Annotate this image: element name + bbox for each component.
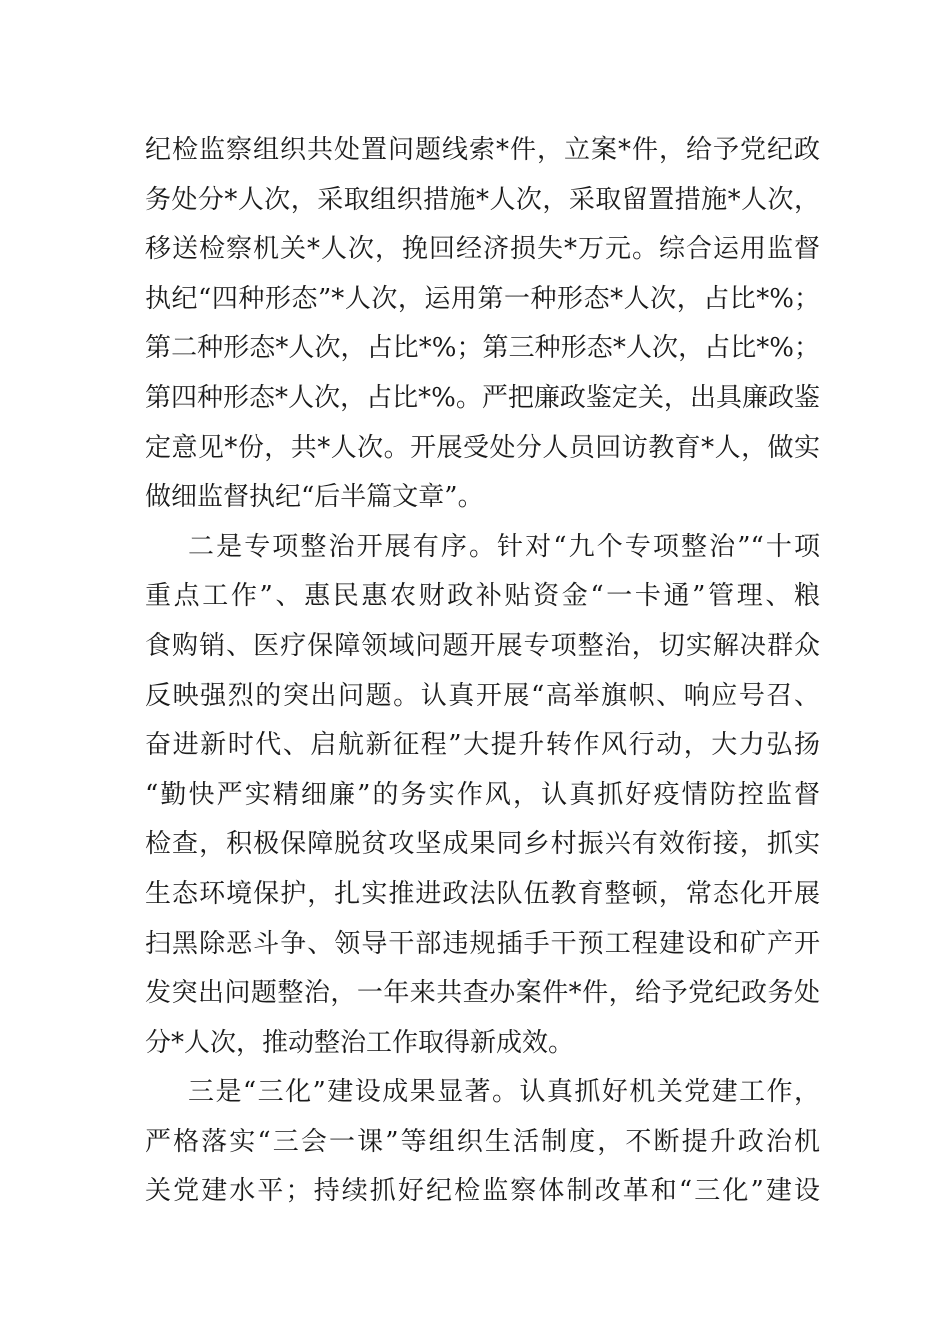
paragraph-line: 移送检察机关*人次，挽回经济损失*万元。综合运用监督 <box>145 234 820 265</box>
paragraph-line: “勤快严实精细廉”的务实作风，认真抓好疫情防控监督 <box>145 779 820 810</box>
paragraph-line: 食购销、医疗保障领域问题开展专项整治，切实解决群众 <box>145 630 820 661</box>
paragraph-line: 务处分*人次，采取组织措施*人次，采取留置措施*人次， <box>145 184 820 215</box>
paragraph-line: 定意见*份，共*人次。开展受处分人员回访教育*人，做实 <box>145 432 820 463</box>
paragraph-line: 重点工作”、惠民惠农财政补贴资金“一卡通”管理、粮 <box>145 581 820 612</box>
paragraph-line: 二是专项整治开展有序。针对“九个专项整治”“十项 <box>188 531 820 562</box>
paragraph-line: 严格落实“三会一课”等组织生活制度，不断提升政治机 <box>145 1126 820 1157</box>
paragraph-2 <box>145 523 820 1069</box>
paragraph-line: 生态环境保护，扎实推进政法队伍教育整顿，常态化开展 <box>145 878 820 909</box>
paragraph-line: 奋进新时代、启航新征程”大提升转作风行动，大力弘扬 <box>145 730 820 761</box>
paragraph-line: 三是“三化”建设成果显著。认真抓好机关党建工作， <box>188 1077 820 1108</box>
paragraph-line: 检查，积极保障脱贫攻坚成果同乡村振兴有效衔接，抓实 <box>145 829 820 860</box>
body-text <box>145 126 820 1217</box>
paragraph-line: 第二种形态*人次，占比*%；第三种形态*人次，占比*%； <box>145 333 820 364</box>
paragraph-line: 做细监督执纪“后半篇文章”。 <box>145 482 484 513</box>
paragraph-line: 扫黑除恶斗争、领导干部违规插手干预工程建设和矿产开 <box>145 928 820 959</box>
paragraph-line: 反映强烈的突出问题。认真开展“高举旗帜、响应号召、 <box>145 680 820 711</box>
paragraph-line: 第四种形态*人次，占比*%。严把廉政鉴定关，出具廉政鉴 <box>145 382 820 413</box>
paragraph-1 <box>145 126 820 523</box>
paragraph-3 <box>145 1068 820 1217</box>
paragraph-line: 发突出问题整治，一年来共查办案件*件，给予党纪政务处 <box>145 978 820 1009</box>
paragraph-line: 执纪“四种形态”*人次，运用第一种形态*人次，占比*%； <box>145 283 820 314</box>
paragraph-line: 分*人次，推动整治工作取得新成效。 <box>145 1027 575 1058</box>
paragraph-line: 关党建水平；持续抓好纪检监察体制改革和“三化”建设 <box>145 1176 820 1207</box>
paragraph-line: 纪检监察组织共处置问题线索*件，立案*件，给予党纪政 <box>145 135 820 165</box>
